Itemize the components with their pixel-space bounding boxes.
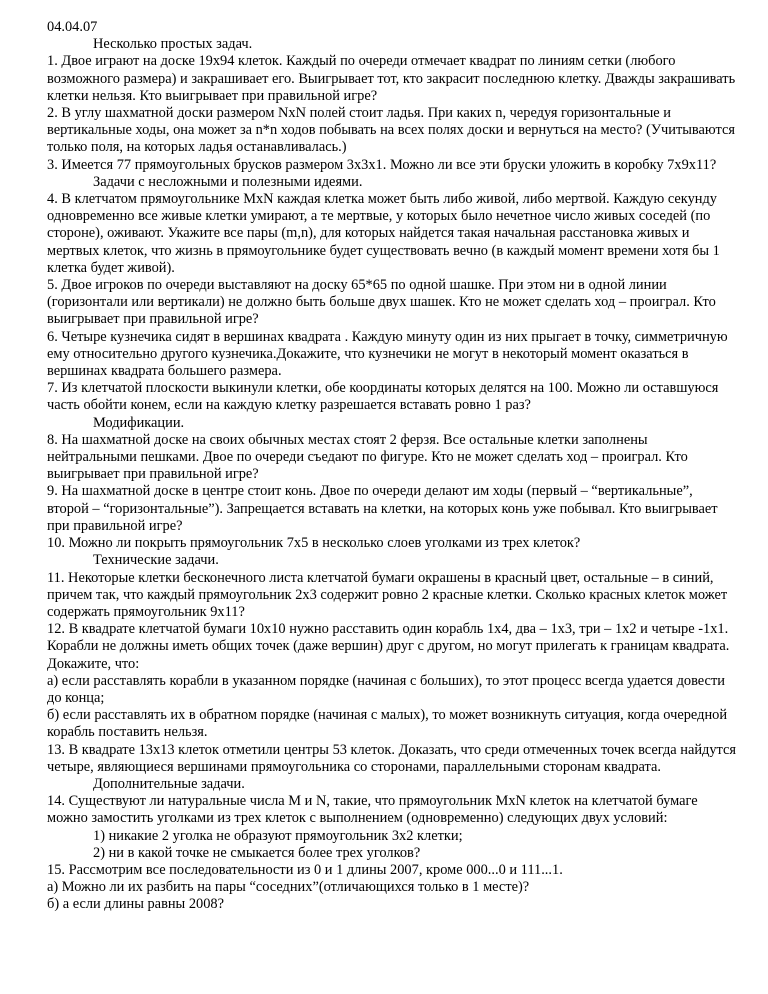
problem-7: 7. Из клетчатой плоскости выкинули клетки, обе координаты которых делятся на 100. Можно ли оставшуюся часть обойти конем, если на каждую клетку разрешается вставать ровно 1 раз? — [47, 380, 719, 414]
document-date: 04.04.07 — [47, 19, 98, 35]
problem-15-part-a: а) Можно ли их разбить на пары “соседних”(отличающихся только в 1 месте)? — [47, 879, 530, 896]
problem-2: 2. В углу шахматной доски размером NxN полей стоит ладья. При каких n, чередуя горизонтальные и вертикальные ходы, она может за n*n ходов побывать на всех полях доски и вернуться на место? (Учитываются только поля, на которых ладья останавливалась.) — [47, 105, 735, 156]
problem-13: 13. В квадрате 13x13 клеток отметили центры 53 клеток. Доказать, что среди отмеченных точек всегда найдутся четыре, являющиеся вершинами прямоугольника со сторонами, параллельными сторонам квадрата. — [47, 741, 737, 775]
problem-10: 10. Можно ли покрыть прямоугольник 7x5 в несколько слоев уголками из трех клеток? — [47, 535, 581, 552]
problem-8: 8. На шахматной доске на своих обычных местах стоят 2 ферзя. Все остальные клетки заполнены нейтральными пешками. Двое по очереди съедают по фигуре. Кто не может сделать ход – проиграл. Кто выигрывает при правильной игре? — [47, 431, 688, 483]
section-heading-simple: Несколько простых задач. — [93, 36, 253, 53]
problem-6: 6. Четыре кузнечика сидят в вершинах квадрата . Каждую минуту один из них прыгает в точку, симметричную ему относительно другого кузнечика.Докажите, что кузнечики не могут в некоторый момент оказаться в вершинах квадрата большего размера. — [47, 328, 728, 380]
problem-12-part-a: а) если расставлять корабли в указанном порядке (начиная с больших), то этот процесс всегда удается довести до конца; — [47, 672, 725, 706]
problem-14-condition-2: 2) ни в какой точке не смыкается более трех уголков? — [93, 844, 421, 861]
problem-5: 5. Двое игроков по очереди выставляют на доску 65*65 по одной шашке. При этом ни в одной линии (горизонтали или вертикали) не должно быть больше двух шашек. Кто не может сделать ход – проиграл. Кто выигрывает при правильной игре? — [47, 277, 716, 328]
problem-3: 3. Имеется 77 прямоугольных брусков размером 3x3x1. Можно ли все эти бруски уложить в коробку 7x9x11? — [47, 156, 717, 173]
problem-12: 12. В квадрате клетчатой бумаги 10x10 нужно расставить один корабль 1x4, два – 1x3, три – 1x2 и четыре -1x1. Корабли не должны иметь общих точек (даже вершин) друг с другом, но могут прилегать к границам квадрата. Докажите, что: — [47, 621, 730, 672]
problem-1: 1. Двое играют на доске 19x94 клеток. Каждый по очереди отмечает квадрат по линиям сетки (любого возможного размера) и закрашивает его. Выигрывает тот, кто закрасит последнюю клетку. Дважды закрашивать клетки нельзя. Кто выигрывает при правильной игре? — [47, 53, 736, 104]
problem-15-part-b: б) а если длины равны 2008? — [47, 896, 224, 913]
problem-4: 4. В клетчатом прямоугольнике MxN каждая клетка может быть либо живой, либо мертвой. Каждую секунду одновременно все живые клетки умирают, а те мертвые, у которых было нечетное число живых соседей (по стороне), оживают. Укажите все пары (m,n), для которых найдется такая начальная расстановка живых и мертвых клеток, что жизнь в прямоугольнике будет существовать вечно (в каждый момент времени хотя бы 1 клетка будет живой). — [47, 191, 720, 276]
document-page — [47, 19, 737, 914]
problem-9: 9. На шахматной доске в центре стоит конь. Двое по очереди делают им ходы (первый – “вертикальные”, второй – “горизонтальные”). Запрещается вставать на клетки, на которых конь уже побывал. Кто выигрывает при правильной игре? — [47, 483, 718, 534]
problem-12-part-b: б) если расставлять их в обратном порядке (начиная с малых), то может возникнуть ситуация, когда очередной корабль поставить нельзя. — [47, 707, 728, 741]
section-heading-extra: Дополнительные задачи. — [93, 775, 245, 792]
problem-15: 15. Рассмотрим все последовательности из 0 и 1 длины 2007, кроме 000...0 и 111...1. — [47, 861, 563, 878]
section-heading-ideas: Задачи с несложными и полезными идеями. — [93, 173, 363, 190]
problem-11: 11. Некоторые клетки бесконечного листа клетчатой бумаги окрашены в красный цвет, остальные – в синий, причем так, что каждый прямоугольник 2x3 содержит ровно 2 красные клетки. Сколько красных клеток может содержать прямоугольник 9x11? — [47, 569, 728, 620]
section-heading-modifications: Модификации. — [93, 414, 185, 431]
problem-14-condition-1: 1) никакие 2 уголка не образуют прямоугольник 3x2 клетки; — [93, 827, 463, 844]
problem-14: 14. Существуют ли натуральные числа M и N, такие, что прямоугольник MxN клеток на клетчатой бумаге можно замостить уголками из трех клеток с выполнением (одновременно) следующих двух условий: — [47, 793, 698, 827]
section-heading-technical: Технические задачи. — [93, 552, 219, 569]
